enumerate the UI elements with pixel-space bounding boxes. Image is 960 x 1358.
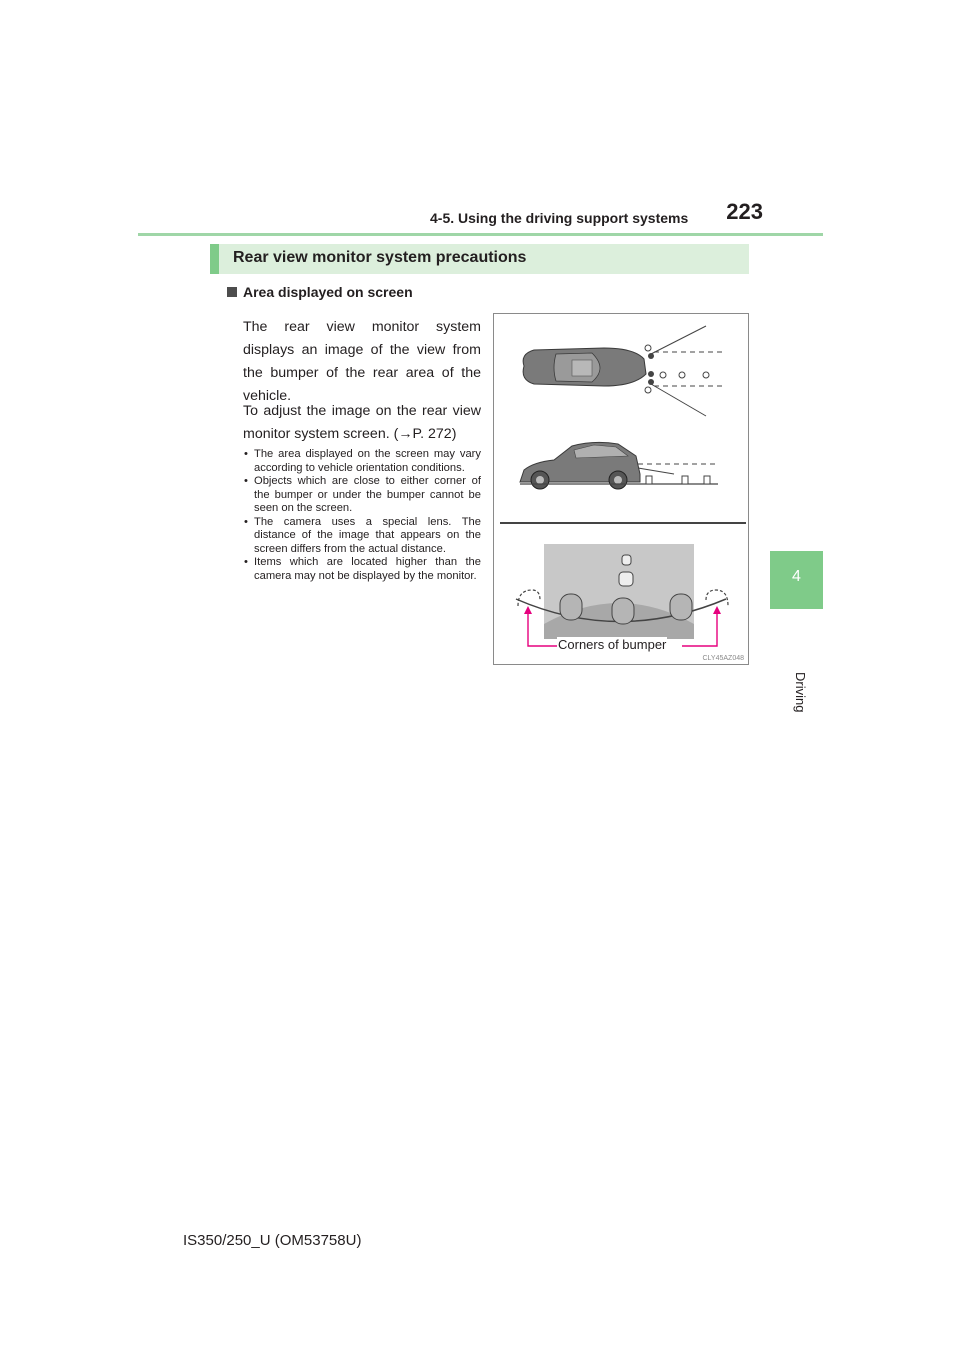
square-bullet-icon [227,287,237,297]
note-list [243,448,481,583]
body-paragraph-2: To adjust the image on the rear view monitor system screen. (→P. 272) [243,403,481,442]
note-item: • The area displayed on the screen may vary according to vehicle orientation conditions. [243,448,481,475]
chapter-number: 4 [792,568,801,585]
running-header: 4-5. Using the driving support systems [430,210,689,226]
callout-arrow-right-icon [713,606,721,614]
rear-camera-diagram [494,314,748,664]
footer-model: IS350/250_U (OM53758U) [183,1232,362,1249]
body-paragraph-1: The rear view monitor system displays an image of the view from the bumper of the rear area of the vehicle. [243,319,481,404]
section-heading-bar [210,244,749,274]
note-item: • Objects which are close to either corner of the bumper or under the bumper cannot be seen on the screen. [243,475,481,516]
callout-label: Corners of bumper [558,637,667,652]
car-side-view-icon [520,442,640,489]
note-item: • The camera uses a special lens. The distance of the image that appears on the screen differs from the actual distance. [243,516,481,557]
rear-camera-illustration [493,313,749,665]
figure-code: CLY45AZ048 [702,655,744,662]
chapter-label: Driving [793,672,808,713]
header-rule [138,233,823,236]
callout-arrow-left-icon [524,606,532,614]
subsection-heading [227,284,413,300]
section-title: Rear view monitor system precautions [233,249,527,266]
subsection-heading-text: Area displayed on screen [243,284,413,300]
car-top-view-icon [523,348,646,386]
chapter-label-container [788,618,808,713]
chapter-tab [770,551,823,609]
page-number: 223 [726,199,763,224]
note-item: • Items which are located higher than the camera may not be displayed by the monitor. [243,556,481,583]
